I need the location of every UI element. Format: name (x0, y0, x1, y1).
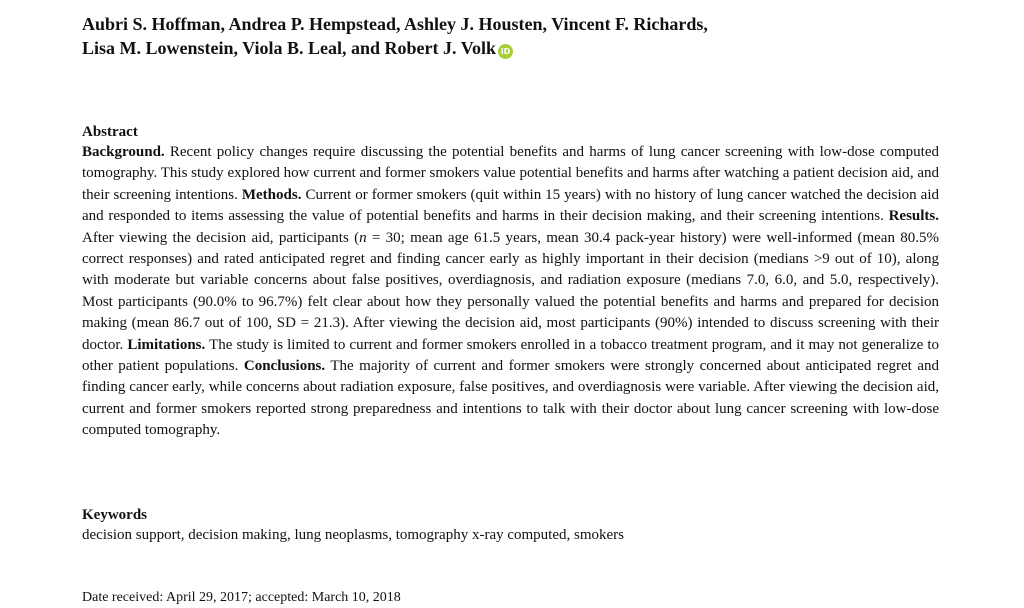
methods-label: Methods. (241, 186, 302, 203)
author-line-1: Aubri S. Hoffman, Andrea P. Hempstead, Ashley J. Housten, Vincent F. Richards, (82, 14, 708, 34)
limitations-text: The study is limited to current and former smokers enrolled in a tobacco treatment program, and it may not generalize to other patient populations. (82, 336, 940, 375)
results-n-symbol: n (359, 229, 367, 246)
abstract-heading: Abstract (82, 124, 138, 140)
keywords-text: decision support, decision making, lung neoplasms, tomography x-ray computed, smokers (82, 527, 624, 543)
author-list (82, 12, 942, 60)
results-text-a: After viewing the decision aid, participants ( (82, 229, 360, 246)
abstract-body (82, 142, 939, 442)
background-label: Background. (82, 144, 165, 160)
limitations-label: Limitations. (127, 336, 206, 353)
author-line-2 (82, 36, 942, 60)
background-text: Recent policy changes require discussing the potential benefits and harms of lung cancer screening with low-dose computed tomography. This study explored how current and former smokers value potential benefits and harms after watching a patient decision aid, and their screening intentions. (82, 144, 939, 203)
conclusions-text: The majority of current and former smokers were strongly concerned about anticipated regret and finding cancer early, while concerns about radiation exposure, false positives, and overdiagnosis were variable. After viewing the decision aid, current and former smokers reported strong preparedness and intentions to talk with their doctor about lung cancer screening with low-dose computed tomography. (82, 358, 939, 439)
author-line-2-text: Lisa M. Lowenstein, Viola B. Leal, and Robert J. Volk (82, 38, 497, 58)
orcid-icon[interactable]: iD (498, 44, 513, 59)
conclusions-label: Conclusions. (243, 358, 326, 375)
results-text-b: = 30; mean age 61.5 years, mean 30.4 pack-year history) were well-informed (mean 80.5% correct responses) and rated anticipated regret and finding cancer early as highly important in their decision (medians >9 out of 10), along with moderate but variable concerns about false positives, overdiagnosis, and radiation exposure (medians 7.0, 6.0, and 5.0, respectively). Most participants (90.0% to 96.7%) felt clear about how they personally valued the potential benefits and harms and prepared for decision making (mean 86.7 out of 100, SD = 21.3). After viewing the decision aid, most participants (90%) intended to discuss screening with their doctor. (82, 229, 939, 353)
methods-text: Current or former smokers (quit within 15 years) with no history of lung cancer watched the decision aid and responded to items assessing the value of potential benefits and harms in their decision making, and their screening intentions. (82, 186, 939, 225)
results-label: Results. (888, 208, 939, 225)
keywords-heading: Keywords (82, 507, 147, 523)
date-received: Date received: April 29, 2017; accepted: March 10, 2018 (82, 590, 401, 605)
